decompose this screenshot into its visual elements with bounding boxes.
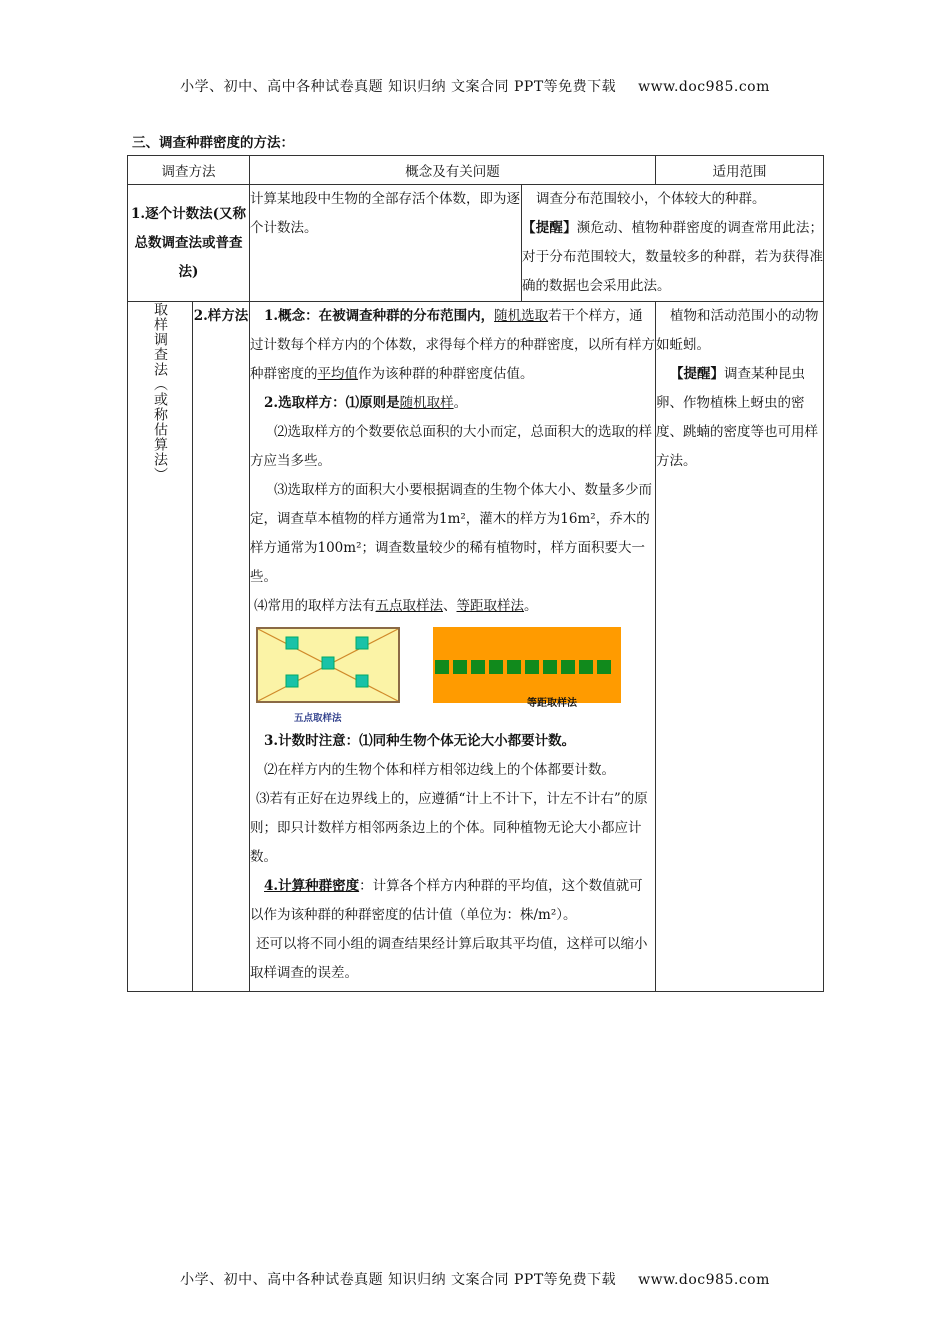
quadrat-p10: 还可以将不同小组的调查结果经计算后取其平均值，这样可以缩小取样调查的误差。 (250, 936, 648, 981)
tip-label: 【提醒】 (522, 220, 577, 236)
scope-quadrat-tip: 调查某种昆虫卵、作物植株上蚜虫的密度、跳蝻的密度等也可用样方法。 (656, 366, 818, 469)
equidistant-caption: 等距取样法 (527, 698, 577, 709)
footer-text: 小学、初中、高中各种试卷真题 知识归纳 文案合同 PPT等免费下载 (180, 1272, 617, 1288)
page-header (0, 76, 950, 96)
concept-count-all: 计算某地段中生物的全部存活个体数，即为逐个计数法。 (250, 185, 522, 302)
group-label: 取样调查法（或称估算法） (152, 302, 168, 482)
methods-table (127, 155, 824, 992)
header-concept: 概念及有关问题 (250, 156, 656, 185)
quadrat-p3: ⑵选取样方的个数要依总面积的大小而定，总面积大的选取的样方应当多些。 (250, 424, 652, 469)
scope-text: 调查分布范围较小，个体较大的种群。 (536, 191, 766, 207)
quadrat-p5: ⑷常用的取样方法有五点取样法、等距取样法。 (254, 598, 538, 614)
header-scope: 适用范围 (656, 156, 824, 185)
quadrat-p8: ⑶若有正好在边界线上的，应遵循“计上不计下，计左不计右”的原则；即只计数样方相邻两条边上的个体。同种植物无论大小都应计数。 (250, 791, 648, 865)
tip-text: 濒危动、植物种群密度的调查常用此法；对于分布范围较大，数量较多的种群，若为获得准确的数据也会采用此法。 (522, 220, 824, 294)
quadrat-p6: 3.计数时注意：⑴同种生物个体无论大小都要计数。 (264, 733, 576, 749)
scope-quadrat-text: 植物和活动范围小的动物如蚯蚓。 (656, 308, 819, 353)
five-point-caption: 五点取样法 (294, 713, 342, 724)
quadrat-p7: ⑵在样方内的生物个体和样方相邻边线上的个体都要计数。 (264, 762, 615, 778)
header-method: 调查方法 (128, 156, 250, 185)
five-point-diagram (256, 627, 400, 724)
quadrat-p1: 1.概念：在被调查种群的分布范围内，随机选取若干个样方，通过计数每个样方内的个体数，求得每个样方的种群密度，以所有样方种群密度的平均值作为该种群的种群密度估值。 (250, 308, 655, 382)
scope-count-all (522, 185, 824, 302)
method-count-all: 1.逐个计数法(又称总数调查法或普查法) (128, 185, 250, 302)
method-quadrat: 2.样方法 (193, 302, 250, 992)
equidistant-diagram (433, 627, 621, 709)
concept-quadrat (250, 302, 656, 992)
section-title: 三、调查种群密度的方法： (132, 135, 294, 151)
quadrat-p2: 2.选取样方：⑴原则是随机取样。 (264, 395, 468, 411)
page-footer (0, 1269, 950, 1289)
sampling-figures (250, 621, 655, 727)
header-site[interactable]: www.doc985.com (638, 79, 770, 95)
quadrat-p4: ⑶选取样方的面积大小要根据调查的生物个体大小、数量多少而定，调查草本植物的样方通常为1m²，灌木的样方为16m²，乔木的样方通常为100m²；调查数量较少的稀有植物时，样方面积要大一些。 (250, 482, 652, 585)
group-sampling (128, 302, 193, 992)
quadrat-p9: 4.计算种群密度：计算各个样方内种群的平均值，这个数值就可以作为该种群的种群密度的估计值（单位为：株/m²）。 (250, 878, 643, 923)
scope-quadrat (656, 302, 824, 992)
footer-site[interactable]: www.doc985.com (638, 1272, 770, 1288)
header-text: 小学、初中、高中各种试卷真题 知识归纳 文案合同 PPT等免费下载 (180, 79, 617, 95)
scope-quadrat-tip-label: 【提醒】 (670, 366, 724, 382)
